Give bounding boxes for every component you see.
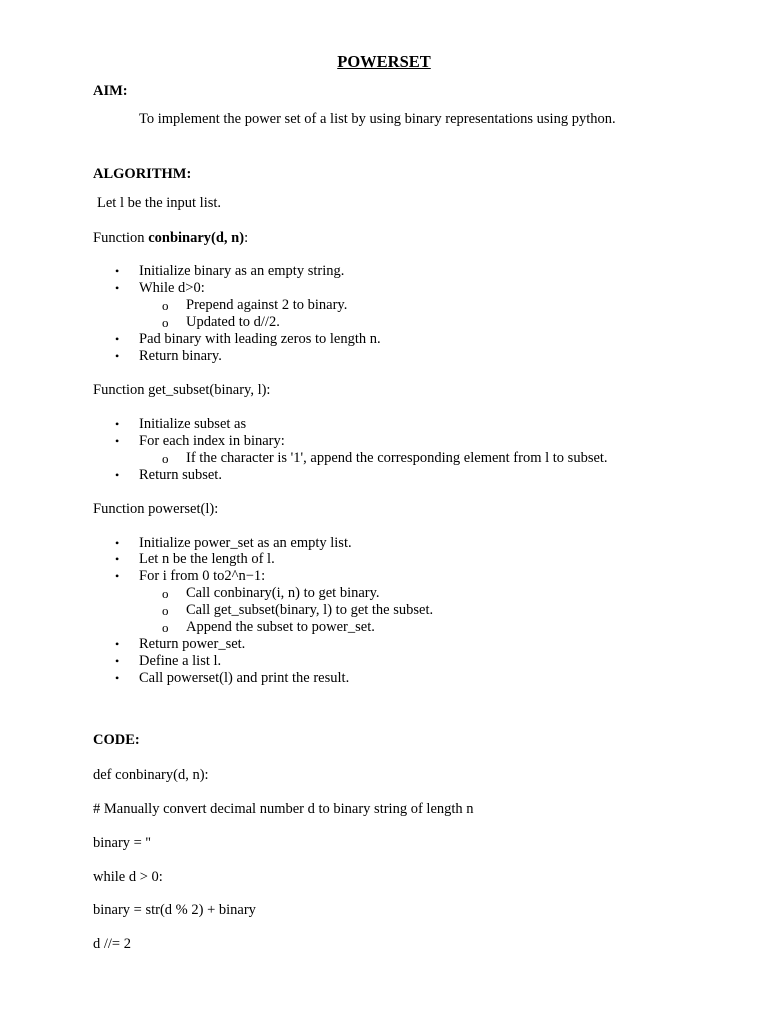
sub-bullet-mark: o [162, 451, 169, 466]
list-item [115, 551, 275, 568]
sub-bullet-mark: o [162, 603, 169, 618]
sub-list-item [162, 450, 608, 467]
list-item-text: Call get_subset(binary, l) to get the subset. [186, 602, 434, 618]
sub-bullet-mark: o [162, 298, 169, 313]
bullet-mark: • [115, 281, 120, 295]
sub-list-item [162, 314, 280, 331]
bullet-mark: • [115, 671, 120, 685]
bullet-mark: • [115, 637, 120, 651]
list-item [115, 263, 345, 280]
list-item-text: Initialize binary as an empty string. [139, 263, 345, 279]
sub-list-item [162, 619, 375, 636]
list-item-text: Initialize power_set as an empty list. [139, 535, 352, 551]
conbinary-suffix: : [244, 230, 249, 246]
list-item [115, 636, 246, 653]
sub-bullet-mark: o [162, 620, 169, 635]
list-item-text: Append the subset to power_set. [186, 619, 375, 635]
list-item [115, 535, 352, 552]
list-item-text: Define a list l. [139, 653, 222, 669]
code-heading: CODE: [93, 732, 140, 748]
list-item [115, 331, 381, 348]
aim-heading: AIM: [93, 83, 128, 99]
list-item-text: Let n be the length of l. [139, 551, 275, 567]
list-item [115, 467, 222, 484]
bullet-mark: • [115, 264, 120, 278]
bullet-mark: • [115, 468, 120, 482]
code-line: binary = '' [93, 835, 151, 851]
bullet-mark: • [115, 569, 120, 583]
document-title: POWERSET [337, 52, 431, 71]
conbinary-prefix: Function [93, 230, 149, 246]
list-item-text: For i from 0 to2^n−1: [139, 568, 266, 584]
code-line: def conbinary(d, n): [93, 767, 209, 783]
list-item [115, 416, 247, 433]
list-item-text: Return power_set. [139, 636, 246, 652]
code-line: while d > 0: [93, 869, 163, 885]
list-item-text: Return binary. [139, 348, 222, 364]
conbinary-heading [93, 230, 248, 247]
list-item-text: Prepend against 2 to binary. [186, 297, 348, 313]
list-item [115, 280, 205, 297]
list-item [115, 653, 222, 670]
code-line: binary = str(d % 2) + binary [93, 902, 256, 918]
code-line: d //= 2 [93, 936, 131, 952]
sub-list-item [162, 585, 380, 602]
list-item-text: Call conbinary(i, n) to get binary. [186, 585, 380, 601]
list-item [115, 670, 350, 687]
list-item-text: Updated to d//2. [186, 314, 280, 330]
bullet-mark: • [115, 332, 120, 346]
list-item-text: Initialize subset as [139, 416, 247, 432]
list-item [115, 568, 266, 585]
list-item-text: If the character is '1', append the corresponding element from l to subset. [186, 450, 608, 466]
conbinary-name: conbinary(d, n) [148, 230, 245, 246]
list-item [115, 348, 222, 365]
bullet-mark: • [115, 349, 120, 363]
algorithm-heading: ALGORITHM: [93, 166, 192, 182]
bullet-mark: • [115, 654, 120, 668]
sub-list-item [162, 602, 434, 619]
list-item [115, 433, 285, 450]
algorithm-intro: Let l be the input list. [97, 195, 222, 211]
aim-text: To implement the power set of a list by using binary representations using python. [139, 111, 616, 127]
sub-list-item [162, 297, 348, 314]
sub-bullet-mark: o [162, 315, 169, 330]
get-subset-heading: Function get_subset(binary, l): [93, 382, 271, 398]
list-item-text: Call powerset(l) and print the result. [139, 670, 350, 686]
bullet-mark: • [115, 552, 120, 566]
list-item-text: Pad binary with leading zeros to length n. [139, 331, 381, 347]
code-line: # Manually convert decimal number d to binary string of length n [93, 801, 474, 817]
sub-bullet-mark: o [162, 586, 169, 601]
list-item-text: For each index in binary: [139, 433, 285, 449]
bullet-mark: • [115, 434, 120, 448]
list-item-text: While d>0: [139, 280, 205, 296]
powerset-heading: Function powerset(l): [93, 501, 219, 517]
list-item-text: Return subset. [139, 467, 222, 483]
bullet-mark: • [115, 417, 120, 431]
bullet-mark: • [115, 536, 120, 550]
